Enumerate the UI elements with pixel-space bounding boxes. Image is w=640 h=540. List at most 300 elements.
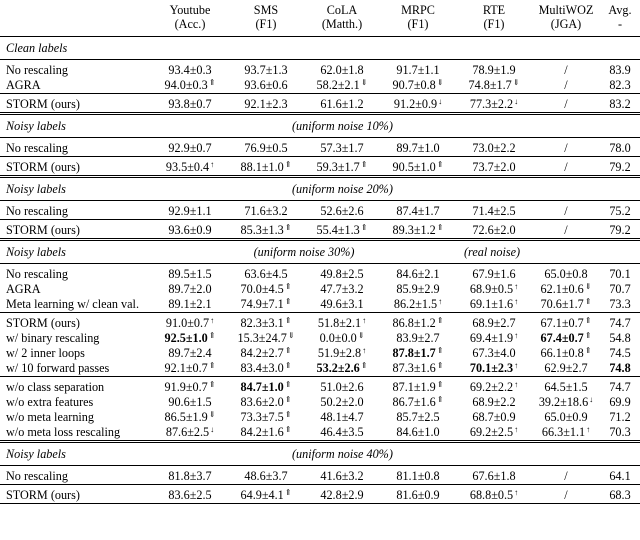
table-cell bbox=[380, 331, 456, 346]
cell-value: 93.8±0.7 bbox=[168, 97, 212, 111]
header-empty bbox=[0, 0, 152, 37]
table-cell bbox=[152, 485, 228, 504]
significance-arrow-icon: ⇓ bbox=[584, 282, 592, 291]
significance-arrow-icon: ↑ bbox=[514, 380, 519, 389]
table-cell bbox=[304, 297, 380, 313]
cell-value: 89.7±2.0 bbox=[168, 282, 212, 296]
significance-arrow-icon: ↓ bbox=[210, 425, 215, 434]
table-cell bbox=[456, 346, 532, 361]
table-cell bbox=[304, 425, 380, 442]
table-cell bbox=[456, 313, 532, 332]
row-label: STORM (ours) bbox=[0, 157, 152, 177]
section-title: Noisy labels bbox=[0, 177, 152, 201]
cell-value: 48.1±4.7 bbox=[320, 410, 364, 424]
cell-value: / bbox=[564, 160, 568, 174]
row-label: w/o class separation bbox=[0, 377, 152, 396]
cell-value: 71.2 bbox=[609, 410, 631, 424]
cell-value: 75.2 bbox=[609, 204, 631, 218]
cell-value: 79.2 bbox=[609, 223, 631, 237]
table-cell bbox=[600, 485, 640, 504]
table-cell bbox=[304, 78, 380, 94]
table-cell bbox=[456, 282, 532, 297]
table-cell bbox=[304, 157, 380, 177]
significance-arrow-icon: ⇑ bbox=[284, 316, 292, 325]
header-mrpc: MRPC (F1) bbox=[401, 3, 435, 31]
cell-value: 65.0±0.9 bbox=[544, 410, 588, 424]
cell-value: / bbox=[564, 488, 568, 502]
table-row bbox=[0, 282, 640, 297]
cell-value: 85.3±1.3 bbox=[240, 223, 284, 237]
cell-value: 46.4±3.5 bbox=[320, 425, 364, 439]
cell-value: 84.2±2.7 bbox=[240, 346, 284, 360]
cell-value: 67.6±1.8 bbox=[472, 469, 516, 483]
row-label: STORM (ours) bbox=[0, 94, 152, 114]
cell-value: 90.6±1.5 bbox=[168, 395, 212, 409]
table-cell bbox=[152, 201, 228, 220]
cell-value: 87.1±1.9 bbox=[392, 380, 436, 394]
cell-value: 93.4±0.3 bbox=[168, 63, 212, 77]
table-cell bbox=[532, 264, 600, 283]
table-cell bbox=[228, 331, 304, 346]
significance-arrow-icon: ⇑ bbox=[208, 380, 216, 389]
table-cell bbox=[380, 361, 456, 377]
table-row bbox=[0, 264, 640, 283]
row-label: AGRA bbox=[6, 78, 41, 92]
significance-arrow-icon: ⇑ bbox=[360, 361, 368, 370]
table-cell bbox=[152, 395, 228, 410]
cell-value: 42.8±2.9 bbox=[320, 488, 364, 502]
table-cell bbox=[380, 220, 456, 240]
cell-value: 76.9±0.5 bbox=[244, 141, 288, 155]
table-cell bbox=[380, 138, 456, 157]
cell-value: 69.4±1.9 bbox=[469, 331, 514, 345]
table-cell bbox=[380, 313, 456, 332]
table-cell bbox=[380, 201, 456, 220]
table-row bbox=[0, 331, 640, 346]
table-cell bbox=[600, 220, 640, 240]
table-cell bbox=[152, 264, 228, 283]
cell-value: 82.3±3.1 bbox=[240, 316, 284, 330]
table-cell bbox=[456, 157, 532, 177]
cell-value: 81.8±3.7 bbox=[168, 469, 212, 483]
cell-value: 70.1 bbox=[609, 267, 631, 281]
significance-arrow-icon: ↑ bbox=[586, 425, 591, 434]
table-row bbox=[0, 485, 640, 504]
cell-value: 51.8±2.1 bbox=[317, 316, 362, 330]
table-cell bbox=[304, 201, 380, 220]
table-row bbox=[0, 313, 640, 332]
table-cell bbox=[600, 313, 640, 332]
row-label: w/o meta learning bbox=[6, 410, 94, 424]
cell-value: 81.6±0.9 bbox=[396, 488, 440, 502]
table-cell bbox=[600, 157, 640, 177]
table-cell bbox=[304, 264, 380, 283]
table-cell bbox=[600, 264, 640, 283]
cell-value: 74.9±7.1 bbox=[240, 297, 284, 311]
significance-arrow-icon: ↓ bbox=[438, 97, 443, 106]
cell-value: 62.9±2.7 bbox=[544, 361, 588, 375]
table-cell bbox=[600, 297, 640, 313]
significance-arrow-icon: ⇑ bbox=[436, 346, 444, 355]
section-note bbox=[152, 37, 640, 60]
cell-value: 39.2±18.6 bbox=[538, 395, 589, 409]
significance-arrow-icon: ↓ bbox=[589, 395, 594, 404]
table-cell bbox=[228, 361, 304, 377]
table-row bbox=[0, 425, 640, 442]
cell-value-bold: 53.2±2.6 bbox=[316, 361, 360, 375]
table-cell bbox=[380, 395, 456, 410]
cell-value: 59.3±1.7 bbox=[316, 160, 360, 174]
significance-arrow-icon: ⇑ bbox=[436, 316, 444, 325]
section-note: (uniform noise 20%) bbox=[152, 177, 640, 201]
table-cell bbox=[600, 346, 640, 361]
cell-value: 82.3 bbox=[609, 78, 631, 92]
cell-value: 91.9±0.7 bbox=[164, 380, 208, 394]
table-cell bbox=[532, 297, 600, 313]
significance-arrow-icon: ⇑ bbox=[208, 331, 216, 340]
table-cell bbox=[228, 410, 304, 425]
significance-arrow-icon: ⇑ bbox=[436, 395, 444, 404]
significance-arrow-icon: ⇑ bbox=[436, 160, 444, 169]
table-cell bbox=[600, 60, 640, 79]
cell-value: 69.9 bbox=[609, 395, 631, 409]
significance-arrow-icon: ⇓ bbox=[436, 78, 444, 87]
table-cell bbox=[456, 425, 532, 442]
table-row bbox=[0, 138, 640, 157]
cell-value: 83.2 bbox=[609, 97, 631, 111]
section-note: (uniform noise 10%) bbox=[152, 114, 640, 138]
table-cell bbox=[304, 220, 380, 240]
table-cell bbox=[304, 331, 380, 346]
significance-arrow-icon: ⇓ bbox=[360, 78, 368, 87]
significance-arrow-icon: ↑ bbox=[210, 316, 215, 325]
row-label: w/o extra features bbox=[6, 395, 94, 409]
table-cell bbox=[532, 377, 600, 396]
table-cell bbox=[380, 282, 456, 297]
row-label: w/ 10 forward passes bbox=[6, 361, 110, 375]
table-cell bbox=[304, 94, 380, 114]
cell-value: 0.0±0.0 bbox=[319, 331, 357, 345]
significance-arrow-icon: ⇑ bbox=[208, 78, 216, 87]
significance-arrow-icon: ⇑ bbox=[284, 410, 292, 419]
significance-arrow-icon: ↑ bbox=[514, 282, 519, 291]
cell-value: 91.2±0.9 bbox=[393, 97, 438, 111]
significance-arrow-icon: ⇑ bbox=[436, 361, 444, 370]
table-cell bbox=[600, 377, 640, 396]
cell-value: 78.0 bbox=[609, 141, 631, 155]
cell-value: 83.6±2.0 bbox=[240, 395, 284, 409]
section-title: Noisy labels bbox=[0, 240, 152, 264]
table-cell bbox=[152, 425, 228, 442]
table-cell bbox=[600, 201, 640, 220]
table-cell bbox=[228, 313, 304, 332]
cell-value: 83.6±2.5 bbox=[168, 488, 212, 502]
significance-arrow-icon: ⇑ bbox=[284, 297, 292, 306]
cell-value: 66.1±0.8 bbox=[540, 346, 584, 360]
table-cell bbox=[228, 425, 304, 442]
table-cell bbox=[600, 94, 640, 114]
row-label: STORM (ours) bbox=[0, 313, 152, 332]
cell-value: 71.6±3.2 bbox=[244, 204, 288, 218]
section-header bbox=[0, 114, 640, 138]
table-cell bbox=[152, 331, 228, 346]
cell-value: 89.7±2.4 bbox=[168, 346, 212, 360]
table-cell bbox=[304, 361, 380, 377]
section-note-real: (real noise) bbox=[456, 240, 640, 264]
cell-value: 93.6±0.6 bbox=[244, 78, 288, 92]
table-cell bbox=[456, 377, 532, 396]
significance-arrow-icon: ⇓ bbox=[208, 410, 216, 419]
cell-value: 65.0±0.8 bbox=[544, 267, 588, 281]
significance-arrow-icon: ↑ bbox=[514, 425, 519, 434]
significance-arrow-icon: ↑ bbox=[514, 331, 519, 340]
significance-arrow-icon: ⇑ bbox=[284, 223, 292, 232]
cell-value: 84.6±1.0 bbox=[396, 425, 440, 439]
table-cell bbox=[152, 138, 228, 157]
cell-value: 69.1±1.6 bbox=[469, 297, 514, 311]
table-cell bbox=[304, 313, 380, 332]
table-cell bbox=[152, 282, 228, 297]
significance-arrow-icon: ⇓ bbox=[512, 78, 520, 87]
cell-value: 73.0±2.2 bbox=[472, 141, 516, 155]
table-cell bbox=[228, 78, 304, 94]
cell-value: 83.4±3.0 bbox=[240, 361, 284, 375]
table-cell bbox=[532, 78, 600, 94]
cell-value: 89.5±1.5 bbox=[168, 267, 212, 281]
table-cell bbox=[456, 220, 532, 240]
cell-value: 55.4±1.3 bbox=[316, 223, 360, 237]
row-label: No rescaling bbox=[0, 201, 152, 220]
table-cell bbox=[228, 282, 304, 297]
table-cell bbox=[152, 377, 228, 396]
significance-arrow-icon: ⇑ bbox=[584, 297, 592, 306]
table-cell bbox=[380, 485, 456, 504]
table-cell bbox=[228, 466, 304, 485]
table-cell bbox=[228, 485, 304, 504]
cell-value: 91.0±0.7 bbox=[165, 316, 210, 330]
row-label: STORM (ours) bbox=[0, 485, 152, 504]
cell-value: 70.0±4.5 bbox=[240, 282, 284, 296]
section-header bbox=[0, 37, 640, 60]
cell-value-bold: 74.8 bbox=[609, 361, 631, 375]
cell-value: 68.9±2.7 bbox=[472, 316, 516, 330]
section-title: Clean labels bbox=[0, 37, 152, 60]
cell-value: 93.5±0.4 bbox=[165, 160, 210, 174]
cell-value: 79.2 bbox=[609, 160, 631, 174]
header-multiwoz: MultiWOZ (JGA) bbox=[538, 3, 594, 31]
cell-value: 52.6±2.6 bbox=[320, 204, 364, 218]
section-title: Noisy labels bbox=[0, 442, 152, 466]
cell-value: 74.8±1.7 bbox=[468, 78, 512, 92]
cell-value: 87.6±2.5 bbox=[165, 425, 210, 439]
table-cell bbox=[304, 60, 380, 79]
cell-value: 61.6±1.2 bbox=[320, 97, 364, 111]
cell-value: 48.6±3.7 bbox=[244, 469, 288, 483]
header-row bbox=[0, 0, 640, 37]
cell-value: 70.7 bbox=[609, 282, 631, 296]
table-row bbox=[0, 157, 640, 177]
table-cell bbox=[456, 466, 532, 485]
significance-arrow-icon: ⇑ bbox=[284, 425, 292, 434]
cell-value: 87.4±1.7 bbox=[396, 204, 440, 218]
cell-value: / bbox=[564, 469, 568, 483]
cell-value: 84.6±2.1 bbox=[396, 267, 440, 281]
cell-value-bold: 84.7±1.0 bbox=[240, 380, 284, 394]
table-cell bbox=[600, 282, 640, 297]
cell-value: 74.7 bbox=[609, 316, 631, 330]
table-cell bbox=[152, 78, 228, 94]
cell-value: 77.3±2.2 bbox=[469, 97, 514, 111]
significance-arrow-icon: ⇑ bbox=[284, 488, 292, 497]
header-rte: RTE (F1) bbox=[482, 3, 506, 31]
table-row bbox=[0, 346, 640, 361]
table-cell bbox=[532, 220, 600, 240]
cell-value: 90.7±0.8 bbox=[392, 78, 436, 92]
cell-value: 74.7 bbox=[609, 380, 631, 394]
significance-arrow-icon: ⇑ bbox=[584, 316, 592, 325]
cell-value: 57.3±1.7 bbox=[320, 141, 364, 155]
section-header bbox=[0, 442, 640, 466]
significance-arrow-icon: ⇑ bbox=[208, 361, 216, 370]
cell-value: 67.9±1.6 bbox=[472, 267, 516, 281]
cell-value: 69.2±2.5 bbox=[469, 425, 514, 439]
table-cell bbox=[304, 395, 380, 410]
significance-arrow-icon: ⇑ bbox=[284, 380, 292, 389]
table-row bbox=[0, 377, 640, 396]
table-cell bbox=[152, 94, 228, 114]
cell-value: 64.5±1.5 bbox=[544, 380, 588, 394]
significance-arrow-icon: ⇑ bbox=[584, 331, 592, 340]
table-cell bbox=[304, 282, 380, 297]
table-cell bbox=[228, 297, 304, 313]
row-label: w/o meta loss rescaling bbox=[6, 425, 121, 439]
table-cell bbox=[380, 94, 456, 114]
table-cell bbox=[600, 138, 640, 157]
significance-arrow-icon: ↓ bbox=[514, 97, 519, 106]
table-cell bbox=[600, 395, 640, 410]
table-cell bbox=[228, 60, 304, 79]
table-cell bbox=[456, 78, 532, 94]
significance-arrow-icon: ⇑ bbox=[436, 223, 444, 232]
header-sms: SMS (F1) bbox=[253, 3, 279, 31]
table-cell bbox=[532, 94, 600, 114]
cell-value: 70.3 bbox=[609, 425, 631, 439]
table-cell bbox=[152, 466, 228, 485]
cell-value: 86.7±1.6 bbox=[392, 395, 436, 409]
header-youtube: Youtube (Acc.) bbox=[169, 3, 211, 31]
cell-value: 73.3 bbox=[609, 297, 631, 311]
section-note: (uniform noise 30%) bbox=[152, 240, 456, 264]
row-label: w/ 2 inner loops bbox=[6, 346, 85, 360]
table-cell bbox=[304, 466, 380, 485]
row-label: Meta learning w/ clean val. bbox=[6, 297, 139, 311]
cell-value: 89.1±2.1 bbox=[168, 297, 212, 311]
significance-arrow-icon: ⇑ bbox=[284, 361, 292, 370]
table-cell bbox=[380, 377, 456, 396]
cell-value: 51.9±2.8 bbox=[317, 346, 362, 360]
significance-arrow-icon: ↑ bbox=[514, 361, 519, 370]
section-header bbox=[0, 240, 640, 264]
cell-value-bold: 92.5±1.0 bbox=[164, 331, 208, 345]
cell-value-bold: 87.8±1.7 bbox=[392, 346, 436, 360]
section-note: (uniform noise 40%) bbox=[152, 442, 640, 466]
table-cell bbox=[304, 346, 380, 361]
cell-value: 63.6±4.5 bbox=[244, 267, 288, 281]
cell-value: 81.1±0.8 bbox=[396, 469, 440, 483]
cell-value: 84.2±1.6 bbox=[240, 425, 284, 439]
significance-arrow-icon: ↑ bbox=[438, 297, 443, 306]
table-cell bbox=[152, 157, 228, 177]
table-cell bbox=[304, 377, 380, 396]
table-row bbox=[0, 78, 640, 94]
row-label: No rescaling bbox=[0, 60, 152, 79]
table-cell bbox=[380, 78, 456, 94]
cell-value: 93.7±1.3 bbox=[244, 63, 288, 77]
table-cell bbox=[456, 361, 532, 377]
cell-value: / bbox=[564, 223, 568, 237]
row-label: AGRA bbox=[6, 282, 41, 296]
cell-value: 67.1±0.7 bbox=[540, 316, 584, 330]
cell-value: 89.3±1.2 bbox=[392, 223, 436, 237]
cell-value: 50.2±2.0 bbox=[320, 395, 364, 409]
table-cell bbox=[532, 425, 600, 442]
cell-value: 89.7±1.0 bbox=[396, 141, 440, 155]
significance-arrow-icon: ⇑ bbox=[284, 160, 292, 169]
table-cell bbox=[532, 157, 600, 177]
table-row bbox=[0, 361, 640, 377]
significance-arrow-icon: ⇓ bbox=[357, 331, 365, 340]
cell-value: 49.8±2.5 bbox=[320, 267, 364, 281]
cell-value: 62.0±1.8 bbox=[320, 63, 364, 77]
table-cell bbox=[532, 410, 600, 425]
table-cell bbox=[228, 94, 304, 114]
significance-arrow-icon: ↑ bbox=[362, 346, 367, 355]
table-cell bbox=[152, 313, 228, 332]
section-header bbox=[0, 177, 640, 201]
significance-arrow-icon: ⇑ bbox=[284, 282, 292, 291]
cell-value: 58.2±2.1 bbox=[316, 78, 360, 92]
table-cell bbox=[600, 331, 640, 346]
cell-value: 70.6±1.7 bbox=[540, 297, 584, 311]
row-label: STORM (ours) bbox=[0, 220, 152, 240]
header-cola: CoLA (Matth.) bbox=[321, 3, 363, 31]
cell-value: / bbox=[564, 78, 568, 92]
table-cell bbox=[228, 346, 304, 361]
table-cell bbox=[380, 264, 456, 283]
table-cell bbox=[228, 201, 304, 220]
cell-value: 15.3±24.7 bbox=[237, 331, 287, 345]
table-cell bbox=[228, 138, 304, 157]
table-cell bbox=[600, 410, 640, 425]
table-cell bbox=[532, 346, 600, 361]
cell-value: 67.3±4.0 bbox=[472, 346, 516, 360]
cell-value: 78.9±1.9 bbox=[472, 63, 516, 77]
cell-value: 94.0±0.3 bbox=[164, 78, 208, 92]
row-label: No rescaling bbox=[0, 264, 152, 283]
table-cell bbox=[456, 395, 532, 410]
table-cell bbox=[600, 466, 640, 485]
cell-value: 86.2±1.5 bbox=[393, 297, 438, 311]
table-cell bbox=[532, 466, 600, 485]
table-cell bbox=[456, 485, 532, 504]
cell-value-bold: 70.1±2.3 bbox=[469, 361, 514, 375]
cell-value: 73.7±2.0 bbox=[472, 160, 516, 174]
cell-value: 68.9±0.5 bbox=[469, 282, 514, 296]
cell-value: 68.9±2.2 bbox=[472, 395, 516, 409]
table-cell bbox=[228, 264, 304, 283]
cell-value: 68.3 bbox=[609, 488, 631, 502]
cell-value: 92.9±1.1 bbox=[168, 204, 212, 218]
